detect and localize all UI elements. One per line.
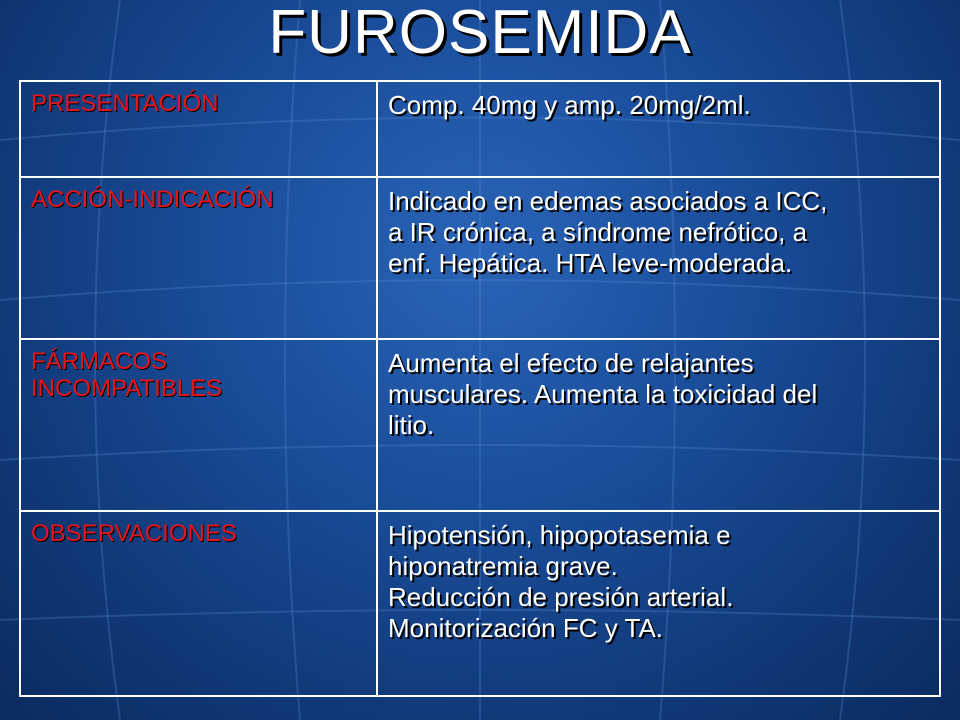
row-label-line: OBSERVACIONES [31, 520, 237, 547]
table-row-observaciones [20, 511, 940, 696]
row-label-line: INCOMPATIBLES [31, 375, 223, 402]
row-label [20, 339, 377, 511]
slide-title: FUROSEMIDA [268, 0, 692, 67]
row-value-line: litio. [388, 410, 435, 440]
table-row-presentacion [20, 81, 940, 177]
table-row-farmacos-incompatibles [20, 339, 940, 511]
row-label [20, 177, 377, 339]
row-value [377, 81, 940, 177]
row-value-line: Comp. 40mg y amp. 20mg/2ml. [388, 90, 751, 120]
row-label [20, 81, 377, 177]
row-value-line: a IR crónica, a síndrome nefrótico, a [388, 217, 808, 247]
row-value-line: Aumenta el efecto de relajantes [388, 348, 754, 378]
drug-info-table [19, 80, 941, 697]
row-label-line: FÁRMACOS [31, 348, 168, 375]
row-value [377, 339, 940, 511]
row-value [377, 511, 940, 696]
row-value-line: enf. Hepática. HTA leve-moderada. [388, 248, 793, 278]
row-value [377, 177, 940, 339]
row-label [20, 511, 377, 696]
row-value-line: Hipotensión, hipopotasemia e [388, 520, 731, 550]
row-value-line: Indicado en edemas asociados a ICC, [388, 186, 828, 216]
row-value-line: Monitorización FC y TA. [388, 613, 664, 643]
table-row-accion-indicacion [20, 177, 940, 339]
row-value-line: hiponatremia grave. [388, 551, 618, 581]
row-label-line: PRESENTACIÓN [31, 90, 219, 117]
row-label-line: ACCIÓN-INDICACIÓN [31, 186, 274, 213]
row-value-line: Reducción de presión arterial. [388, 582, 734, 612]
row-value-line: musculares. Aumenta la toxicidad del [388, 379, 818, 409]
